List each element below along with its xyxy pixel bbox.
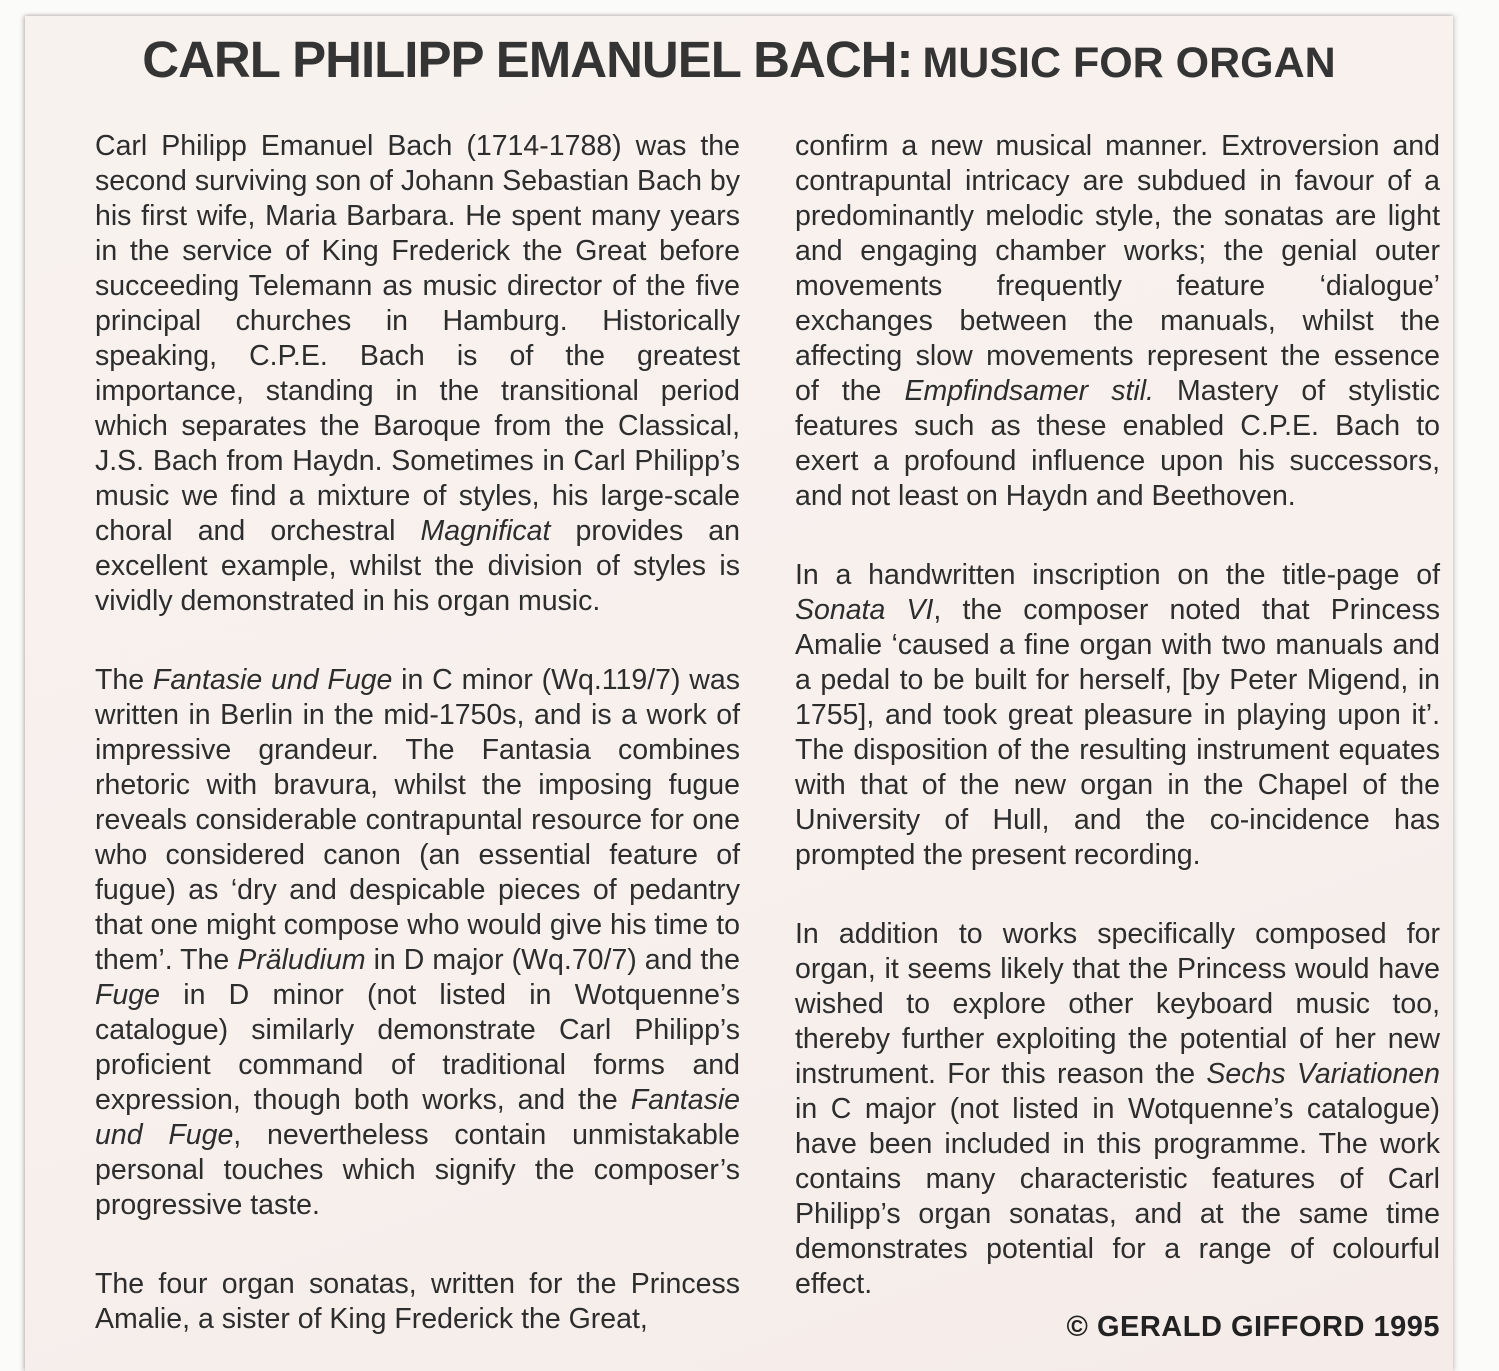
left-column — [95, 129, 740, 1345]
title-sub: MUSIC FOR ORGAN — [922, 39, 1336, 87]
text-run: in D major (Wq.70/7) and the — [365, 944, 740, 976]
italic-work-title: Sechs Variationen — [1206, 1058, 1440, 1090]
copyright-credit: © GERALD GIFFORD 1995 — [1066, 1311, 1440, 1343]
page-title — [25, 30, 1453, 89]
text-run: confirm a new musical manner. Extroversion and contrapuntal intricacy are subdued in favour of a predominantly melodic style, the sonatas are light and engaging chamber works; the genial outer movements frequently feature ‘dialogue’ exchanges between the manuals, whilst the affecting slow movements represent the essence of the — [795, 130, 1440, 407]
text-run: in C minor (Wq.119/7) was written in Berlin in the mid-1750s, and is a work of impressive grandeur. The Fantasia combines rhetoric with bravura, whilst the imposing fugue reveals considerable contrapuntal resource for one who considered canon (an essential feature of fugue) as ‘dry and despicable pieces of pedantry that one might compose who would give his time to them’. The — [95, 664, 740, 976]
paragraph — [795, 129, 1440, 514]
text-run: The four organ sonatas, written for the Princess Amalie, a sister of King Frederick the Great, — [95, 1268, 740, 1335]
text-run: In addition to works specifically composed for organ, it seems likely that the Princess would have wished to explore other keyboard music too, thereby further exploiting the potential of her new instrument. For this reason the — [795, 918, 1440, 1090]
title-main: CARL PHILIPP EMANUEL BACH: — [142, 31, 913, 88]
text-run: in D minor (not listed in Wotquenne’s catalogue) similarly demonstrate Carl Philipp’s proficient command of traditional forms and expression, though both works, and the — [95, 979, 740, 1116]
text-run: In a handwritten inscription on the title-page of — [795, 559, 1440, 591]
text-run: Mastery of stylistic features such as these enabled C.P.E. Bach to exert a profound influence upon his successors, and not least on Haydn and Beethoven. — [795, 375, 1440, 512]
paragraph — [795, 917, 1440, 1302]
paragraph — [795, 558, 1440, 873]
right-column — [795, 129, 1440, 1345]
italic-work-title: Fuge — [95, 979, 160, 1011]
liner-notes-page — [25, 16, 1453, 1371]
text-run: The — [95, 664, 153, 696]
italic-work-title: Fantasie und Fuge — [95, 1084, 740, 1151]
italic-work-title: Empfindsamer stil. — [904, 375, 1154, 407]
italic-work-title: Präludium — [237, 944, 366, 976]
paragraph — [95, 1267, 740, 1337]
text-run: , the composer noted that Princess Amalie ‘caused a fine organ with two manuals and a pedal to be built for herself, [by Peter Migend, in 1755], and took great pleasure in playing upon it’. The disposition of the resulting instrument equates with that of the new organ in the Chapel of the University of Hull, and the co-incidence has prompted the present recording. — [795, 594, 1440, 871]
paragraph — [95, 663, 740, 1223]
text-run: provides an excellent example, whilst the division of styles is vividly demonstrated in his organ music. — [95, 515, 741, 617]
italic-work-title: Magnificat — [420, 515, 551, 547]
paragraph — [95, 129, 740, 619]
text-run: Carl Philipp Emanuel Bach (1714-1788) was the second surviving son of Johann Sebastian Bach by his first wife, Maria Barbara. He spent many years in the service of King Frederick the Great before succeeding Telemann as music director of the five principal churches in Hamburg. Historically speaking, C.P.E. Bach is of the greatest importance, standing in the transitional period which separates the Baroque from the Classical, J.S. Bach from Haydn. Sometimes in Carl Philipp’s music we find a mixture of styles, his large-scale choral and orchestral — [95, 130, 740, 547]
italic-work-title: Fantasie und Fuge — [152, 664, 393, 696]
italic-work-title: Sonata VI — [795, 594, 934, 626]
right-column-paragraphs — [795, 129, 1440, 1302]
two-column-text — [25, 129, 1453, 1345]
text-run: in C major (not listed in Wotquenne’s catalogue) have been included in this programme. The work contains many characteristic features of Carl Philipp’s organ sonatas, and at the same time demonstrates potential for a range of colourful effect. — [795, 1093, 1440, 1300]
text-run: , nevertheless contain unmistakable personal touches which signify the composer’s progressive taste. — [95, 1119, 740, 1221]
